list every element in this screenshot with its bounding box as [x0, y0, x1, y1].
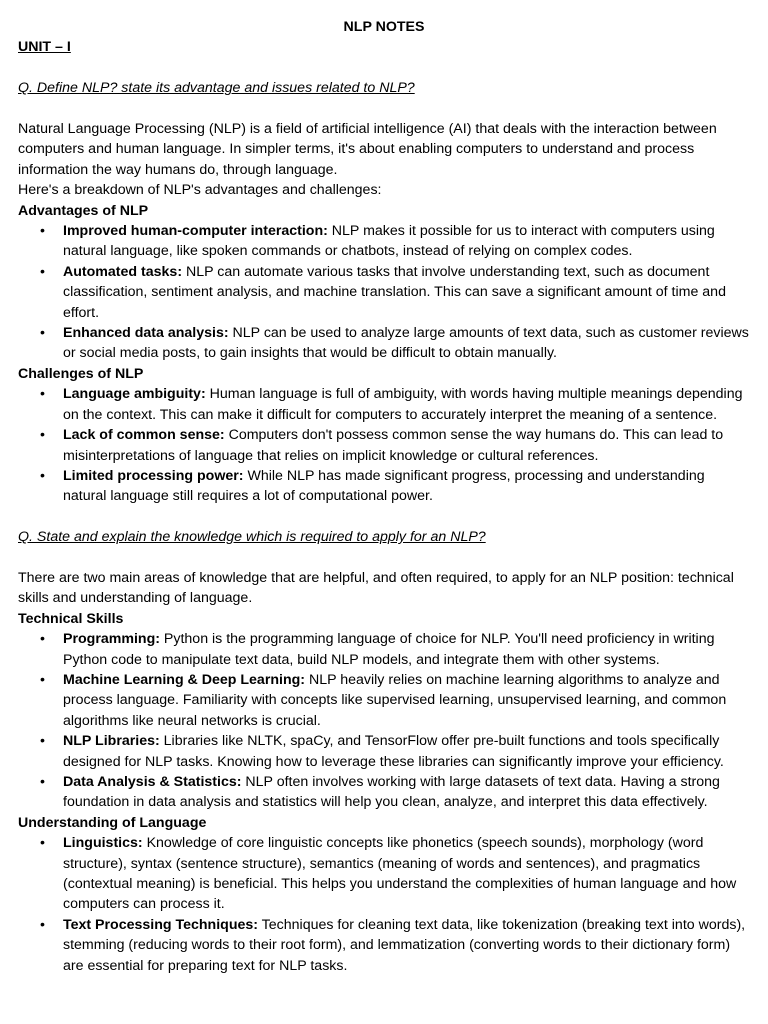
item-term: Data Analysis & Statistics:: [63, 773, 242, 790]
unit-heading: UNIT – I: [18, 39, 71, 56]
challenges-heading: Challenges of NLP: [18, 365, 144, 382]
list-item: [63, 833, 750, 915]
item-text: Python is the programming language of choice for NLP. You'll need proficiency in writing Python code to manipulate text data, build NLP models, and integrate them with other systems.: [63, 631, 715, 668]
spacer: [18, 99, 750, 119]
list-item: [63, 731, 750, 772]
item-term: Limited processing power:: [63, 467, 244, 484]
list-item: [63, 772, 750, 813]
item-term: Machine Learning & Deep Learning:: [63, 671, 306, 688]
spacer: [18, 548, 750, 568]
spacer: [18, 58, 750, 78]
item-text: NLP makes it possible for us to interact with computers using natural language, like spoken commands or chatbots, instead of relying on complex codes.: [63, 223, 715, 260]
item-text: Techniques for cleaning text data, like tokenization (breaking text into words), stemming (reducing words to their root form), and lemmatization (converting words to their dictionary form) are essential for preparing text for NLP tasks.: [63, 916, 746, 974]
spacer: [18, 507, 750, 527]
q2-intro-paragraph: There are two main areas of knowledge that are helpful, and often required, to apply for an NLP position: technical skills and understanding of language.: [18, 569, 734, 607]
item-term: Lack of common sense:: [63, 427, 225, 444]
item-text: Human language is full of ambiguity, with words having multiple meanings depending on the context. This can make it difficult for computers to accurately interpret the meaning of a sentence.: [63, 386, 743, 423]
item-text: NLP can automate various tasks that involve understanding text, such as document classification, sentiment analysis, and machine translation. This can save a significant amount of time and effort.: [63, 263, 726, 321]
question-2: Q. State and explain the knowledge which is required to apply for an NLP?: [18, 529, 486, 546]
list-item: [63, 915, 750, 976]
item-term: Automated tasks:: [63, 263, 183, 280]
list-item: [63, 384, 750, 425]
challenges-list: [18, 384, 750, 506]
understanding-language-heading: Understanding of Language: [18, 814, 207, 831]
list-item: [63, 221, 750, 262]
list-item: [63, 466, 750, 507]
q1-intro-paragraph: Natural Language Processing (NLP) is a field of artificial intelligence (AI) that deals with the interaction between computers and human language. In simpler terms, it's about enabling computers to understand and process information the way humans do, through language.: [18, 121, 717, 178]
list-item: [63, 425, 750, 466]
item-text: Libraries like NLTK, spaCy, and TensorFlow offer pre-built functions and tools specifically designed for NLP tasks. Knowing how to leverage these libraries can significantly improve your efficiency.: [63, 733, 724, 770]
item-term: Text Processing Techniques:: [63, 916, 258, 933]
list-item: [63, 629, 750, 670]
page-title: NLP NOTES: [343, 19, 425, 35]
q1-breakdown-line: Here's a breakdown of NLP's advantages and challenges:: [18, 182, 382, 199]
understanding-language-list: [18, 833, 750, 976]
item-text: Computers don't possess common sense the way humans do. This can lead to misinterpretations of language that relies on implicit knowledge or cultural references.: [63, 427, 724, 464]
question-1: Q. Define NLP? state its advantage and issues related to NLP?: [18, 80, 415, 97]
advantages-heading: Advantages of NLP: [18, 202, 149, 219]
item-text: NLP often involves working with large datasets of text data. Having a strong foundation in data analysis and statistics will help you clean, analyze, and interpret this data effectively.: [63, 773, 720, 811]
list-item: [63, 262, 750, 323]
item-term: Improved human-computer interaction:: [63, 223, 328, 240]
technical-skills-list: [18, 629, 750, 813]
item-text: NLP can be used to analyze large amounts of text data, such as customer reviews or social media posts, to gain insights that would be difficult to obtain manually.: [63, 325, 749, 362]
item-term: Language ambiguity:: [63, 386, 206, 403]
item-text: NLP heavily relies on machine learning algorithms to analyze and process language. Familiarity with concepts like supervised learning, unsupervised learning, and common algorithms like neural networks is crucial.: [63, 671, 727, 729]
list-item: [63, 323, 750, 364]
list-item: [63, 670, 750, 731]
item-term: Programming:: [63, 631, 160, 648]
item-term: Linguistics:: [63, 835, 143, 852]
item-text: While NLP has made significant progress, processing and understanding natural language still requires a lot of computational power.: [63, 467, 705, 505]
item-term: Enhanced data analysis:: [63, 325, 229, 342]
item-text: Knowledge of core linguistic concepts like phonetics (speech sounds), morphology (word structure), syntax (sentence structure), semantics (meaning of words and sentences), and pragmatics (contextual meaning) is beneficial. This helps you understand the complexities of human language and how computers can process it.: [63, 835, 737, 913]
technical-skills-heading: Technical Skills: [18, 610, 124, 627]
item-term: NLP Libraries:: [63, 733, 160, 750]
advantages-list: [18, 221, 750, 364]
